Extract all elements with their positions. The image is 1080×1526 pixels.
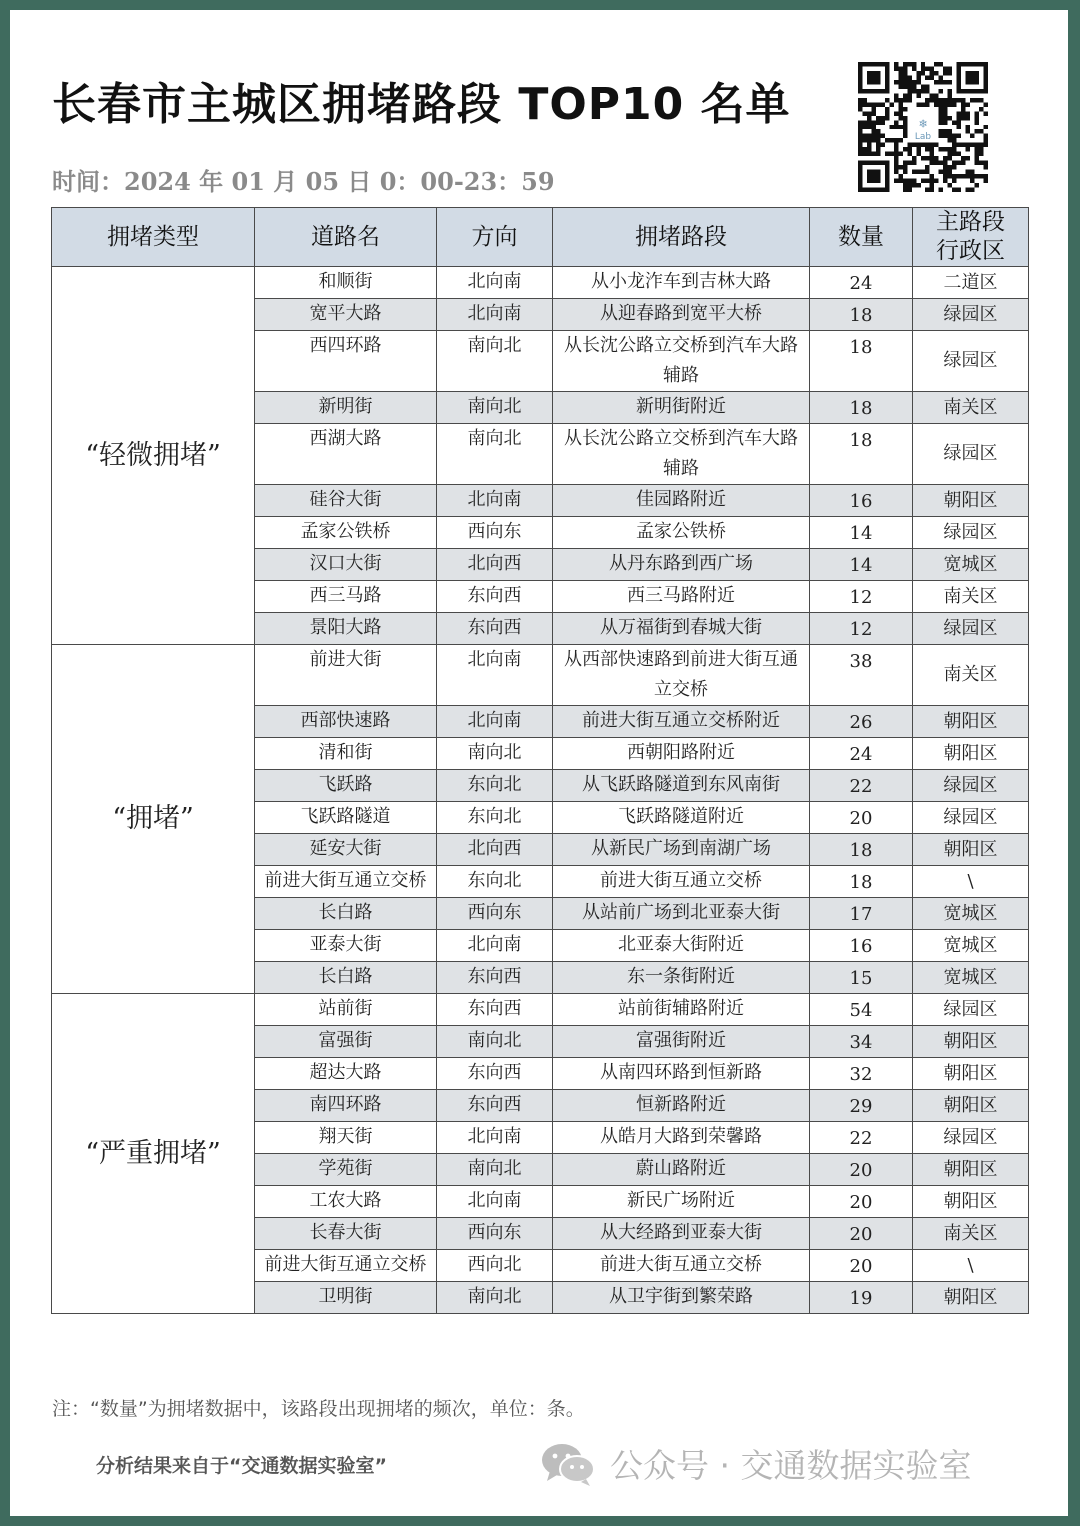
direction-cell: 北向西 (437, 834, 553, 866)
segment-cell: 佳园路附近 (553, 485, 810, 517)
svg-text:❄: ❄ (918, 117, 928, 131)
district-cell: 绿园区 (913, 331, 1029, 392)
count-cell: 20 (810, 1186, 913, 1218)
district-cell: 宽城区 (913, 962, 1029, 994)
header-road: 道路名 (255, 208, 437, 267)
wechat-icon (540, 1441, 596, 1487)
segment-cell: 从迎春路到宽平大桥 (553, 299, 810, 331)
district-cell: 绿园区 (913, 424, 1029, 485)
road-name-cell: 富强街 (255, 1026, 437, 1058)
district-cell: 绿园区 (913, 994, 1029, 1026)
header-direction: 方向 (437, 208, 553, 267)
count-cell: 20 (810, 802, 913, 834)
direction-cell: 东向西 (437, 1090, 553, 1122)
congestion-table (51, 207, 1029, 1314)
count-cell: 54 (810, 994, 913, 1026)
direction-cell: 北向南 (437, 485, 553, 517)
segment-cell: 西朝阳路附近 (553, 738, 810, 770)
road-name-cell: 南四环路 (255, 1090, 437, 1122)
count-cell: 22 (810, 770, 913, 802)
road-name-cell: 长春大街 (255, 1218, 437, 1250)
count-cell: 18 (810, 424, 913, 485)
segment-cell: 从新民广场到南湖广场 (553, 834, 810, 866)
segment-cell: 站前街辅路附近 (553, 994, 810, 1026)
direction-cell: 北向南 (437, 1186, 553, 1218)
footnote: 注：“数量”为拥堵数据中，该路段出现拥堵的频次，单位：条。 (52, 1398, 585, 1420)
road-name-cell: 清和街 (255, 738, 437, 770)
district-cell: 朝阳区 (913, 1090, 1029, 1122)
count-cell: 18 (810, 834, 913, 866)
page-title: 长春市主城区拥堵路段 TOP10 名单 (52, 79, 791, 130)
table-row (52, 645, 1029, 706)
congestion-type-cell: “轻微拥堵” (52, 267, 255, 645)
district-cell: 南关区 (913, 645, 1029, 706)
district-cell: 朝阳区 (913, 738, 1029, 770)
direction-cell: 北向南 (437, 930, 553, 962)
segment-cell: 东一条街附近 (553, 962, 810, 994)
district-cell: 南关区 (913, 1218, 1029, 1250)
direction-cell: 北向南 (437, 267, 553, 299)
road-name-cell: 和顺街 (255, 267, 437, 299)
direction-cell: 北向南 (437, 299, 553, 331)
congestion-type-cell: “严重拥堵” (52, 994, 255, 1314)
direction-cell: 北向南 (437, 645, 553, 706)
district-cell: 朝阳区 (913, 1186, 1029, 1218)
direction-cell: 东向西 (437, 613, 553, 645)
direction-cell: 西向东 (437, 517, 553, 549)
road-name-cell: 西湖大路 (255, 424, 437, 485)
direction-cell: 南向北 (437, 1282, 553, 1314)
district-cell: 绿园区 (913, 517, 1029, 549)
district-cell: 南关区 (913, 392, 1029, 424)
header-type: 拥堵类型 (52, 208, 255, 267)
count-cell: 18 (810, 866, 913, 898)
count-cell: 14 (810, 517, 913, 549)
table-row (52, 994, 1029, 1026)
road-name-cell: 飞跃路 (255, 770, 437, 802)
district-cell: 朝阳区 (913, 1026, 1029, 1058)
segment-cell: 前进大街互通立交桥 (553, 1250, 810, 1282)
road-name-cell: 飞跃路隧道 (255, 802, 437, 834)
count-cell: 14 (810, 549, 913, 581)
road-name-cell: 西三马路 (255, 581, 437, 613)
road-name-cell: 汉口大街 (255, 549, 437, 581)
table-row (52, 267, 1029, 299)
road-name-cell: 长白路 (255, 962, 437, 994)
direction-cell: 南向北 (437, 392, 553, 424)
count-cell: 12 (810, 613, 913, 645)
segment-cell: 前进大街互通立交桥附近 (553, 706, 810, 738)
count-cell: 18 (810, 299, 913, 331)
count-cell: 16 (810, 930, 913, 962)
direction-cell: 北向南 (437, 1122, 553, 1154)
segment-cell: 从大经路到亚泰大街 (553, 1218, 810, 1250)
count-cell: 20 (810, 1154, 913, 1186)
district-cell: 绿园区 (913, 1122, 1029, 1154)
direction-cell: 西向北 (437, 1250, 553, 1282)
count-cell: 17 (810, 898, 913, 930)
segment-cell: 西三马路附近 (553, 581, 810, 613)
road-name-cell: 前进大街互通立交桥 (255, 866, 437, 898)
count-cell: 19 (810, 1282, 913, 1314)
direction-cell: 北向南 (437, 706, 553, 738)
road-name-cell: 学苑街 (255, 1154, 437, 1186)
segment-cell: 孟家公铁桥 (553, 517, 810, 549)
segment-cell: 从长沈公路立交桥到汽车大路辅路 (553, 331, 810, 392)
count-cell: 15 (810, 962, 913, 994)
congestion-type-cell: “拥堵” (52, 645, 255, 994)
district-cell: 宽城区 (913, 898, 1029, 930)
road-name-cell: 西四环路 (255, 331, 437, 392)
road-name-cell: 站前街 (255, 994, 437, 1026)
road-name-cell: 超达大路 (255, 1058, 437, 1090)
segment-cell: 从卫宇街到繁荣路 (553, 1282, 810, 1314)
district-cell: 绿园区 (913, 802, 1029, 834)
direction-cell: 北向西 (437, 549, 553, 581)
count-cell: 20 (810, 1250, 913, 1282)
table-body (52, 267, 1029, 1314)
direction-cell: 南向北 (437, 1026, 553, 1058)
qr-caption: Lab (914, 132, 932, 143)
direction-cell: 西向东 (437, 1218, 553, 1250)
qr-code-icon (858, 62, 988, 192)
source-credit: 分析结果来自于“交通数据实验室” (96, 1455, 387, 1477)
direction-cell: 东向北 (437, 866, 553, 898)
count-cell: 34 (810, 1026, 913, 1058)
count-cell: 32 (810, 1058, 913, 1090)
district-cell: \ (913, 866, 1029, 898)
road-name-cell: 前进大街 (255, 645, 437, 706)
segment-cell: 从小龙泎车到吉林大路 (553, 267, 810, 299)
header-district-line2: 行政区 (936, 238, 1005, 264)
district-cell: 朝阳区 (913, 1058, 1029, 1090)
district-cell: 绿园区 (913, 770, 1029, 802)
road-name-cell: 孟家公铁桥 (255, 517, 437, 549)
direction-cell: 东向西 (437, 962, 553, 994)
segment-cell: 从丹东路到西广场 (553, 549, 810, 581)
segment-cell: 从站前广场到北亚泰大街 (553, 898, 810, 930)
direction-cell: 南向北 (437, 738, 553, 770)
road-name-cell: 长白路 (255, 898, 437, 930)
segment-cell: 从南四环路到恒新路 (553, 1058, 810, 1090)
count-cell: 20 (810, 1218, 913, 1250)
count-cell: 18 (810, 331, 913, 392)
road-name-cell: 亚泰大街 (255, 930, 437, 962)
segment-cell: 从西部快速路到前进大街互通立交桥 (553, 645, 810, 706)
road-name-cell: 卫明街 (255, 1282, 437, 1314)
district-cell: 朝阳区 (913, 834, 1029, 866)
direction-cell: 南向北 (437, 424, 553, 485)
segment-cell: 新民广场附近 (553, 1186, 810, 1218)
road-name-cell: 前进大街互通立交桥 (255, 1250, 437, 1282)
time-range: 时间：2024 年 01 月 05 日 0：00-23：59 (52, 167, 555, 196)
watermark (540, 1440, 971, 1487)
segment-cell: 从皓月大路到荣馨路 (553, 1122, 810, 1154)
count-cell: 26 (810, 706, 913, 738)
count-cell: 18 (810, 392, 913, 424)
road-name-cell: 工农大路 (255, 1186, 437, 1218)
district-cell: \ (913, 1250, 1029, 1282)
document-page (10, 10, 1068, 1516)
count-cell: 38 (810, 645, 913, 706)
road-name-cell: 翔天街 (255, 1122, 437, 1154)
direction-cell: 东向北 (437, 770, 553, 802)
count-cell: 29 (810, 1090, 913, 1122)
header-segment: 拥堵路段 (553, 208, 810, 267)
district-cell: 绿园区 (913, 613, 1029, 645)
district-cell: 朝阳区 (913, 1154, 1029, 1186)
count-cell: 16 (810, 485, 913, 517)
road-name-cell: 景阳大路 (255, 613, 437, 645)
segment-cell: 北亚泰大街附近 (553, 930, 810, 962)
segment-cell: 蔚山路附近 (553, 1154, 810, 1186)
road-name-cell: 西部快速路 (255, 706, 437, 738)
direction-cell: 东向西 (437, 1058, 553, 1090)
district-cell: 宽城区 (913, 549, 1029, 581)
header-district (913, 208, 1029, 267)
segment-cell: 恒新路附近 (553, 1090, 810, 1122)
road-name-cell: 延安大街 (255, 834, 437, 866)
road-name-cell: 硅谷大街 (255, 485, 437, 517)
count-cell: 22 (810, 1122, 913, 1154)
count-cell: 24 (810, 267, 913, 299)
segment-cell: 从飞跃路隧道到东风南街 (553, 770, 810, 802)
district-cell: 朝阳区 (913, 706, 1029, 738)
road-name-cell: 宽平大路 (255, 299, 437, 331)
table-header-row (52, 208, 1029, 267)
direction-cell: 东向西 (437, 581, 553, 613)
district-cell: 绿园区 (913, 299, 1029, 331)
direction-cell: 东向西 (437, 994, 553, 1026)
count-cell: 24 (810, 738, 913, 770)
district-cell: 二道区 (913, 267, 1029, 299)
direction-cell: 南向北 (437, 1154, 553, 1186)
segment-cell: 从万福街到春城大街 (553, 613, 810, 645)
segment-cell: 富强街附近 (553, 1026, 810, 1058)
road-name-cell: 新明街 (255, 392, 437, 424)
district-cell: 朝阳区 (913, 485, 1029, 517)
header-district-line1: 主路段 (936, 209, 1005, 235)
watermark-text: 公众号 · 交通数据实验室 (610, 1446, 972, 1485)
count-cell: 12 (810, 581, 913, 613)
direction-cell: 南向北 (437, 331, 553, 392)
segment-cell: 飞跃路隧道附近 (553, 802, 810, 834)
district-cell: 南关区 (913, 581, 1029, 613)
district-cell: 宽城区 (913, 930, 1029, 962)
segment-cell: 从长沈公路立交桥到汽车大路辅路 (553, 424, 810, 485)
header-count: 数量 (810, 208, 913, 267)
direction-cell: 西向东 (437, 898, 553, 930)
segment-cell: 新明街附近 (553, 392, 810, 424)
direction-cell: 东向北 (437, 802, 553, 834)
district-cell: 朝阳区 (913, 1282, 1029, 1314)
segment-cell: 前进大街互通立交桥 (553, 866, 810, 898)
